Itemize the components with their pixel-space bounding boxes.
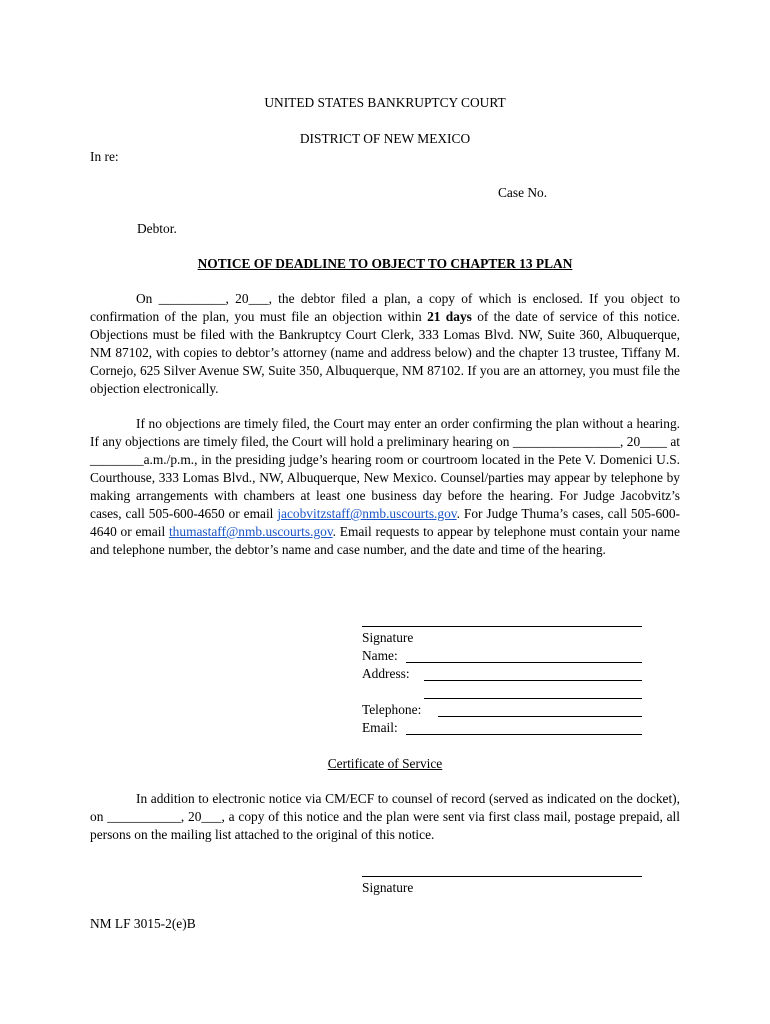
address-label: Address: (362, 666, 410, 681)
para2-text-b: . For Judge Thuma’s cases, call 505-600-4640 or email (90, 506, 680, 539)
para1-text-b: of the date of service of this notice. Objections must be filed with the Bankruptcy Court Clerk, 333 Lomas Blvd. NW, Suite 360, Albuquerque, NM 87102, with copies to debtor’s attorney (name and address below) and the chapter 13 trustee, Tiffany M. Cornejo, 625 Silver Avenue SW, Suite 350, Albuquerque, NM 87102. If you are an attorney, you must file the objection electronically. (90, 309, 680, 396)
name-label: Name: (362, 648, 398, 663)
address-line-1 (424, 680, 642, 681)
signature-line (362, 626, 642, 627)
para1-deadline: 21 days (427, 309, 472, 324)
certificate-title: Certificate of Service (327, 756, 443, 771)
hearing-paragraph (90, 415, 680, 559)
form-number: NM LF 3015-2(e)B (90, 916, 196, 931)
objection-paragraph (90, 290, 680, 398)
thuma-email-link[interactable]: thumastaff@nmb.uscourts.gov (168, 524, 333, 539)
para2-text-a: If no objections are timely filed, the Court may enter an order confirming the plan without a hearing. If any objections are timely filed, the Court will hold a preliminary hearing on ________________, 20____ at ________a.m./p.m., in the presiding judge’s hearing room or courtroom located in the Pete V. Domenici U.S. Courthouse, 333 Lomas Blvd., NW, Albuquerque, New Mexico. Counsel/parties may appear by telephone by making arrangements with chambers at least one business day before the hearing. For Judge Jacobvitz’s cases, call 505-600-4650 or email (90, 416, 680, 521)
email-label: Email: (362, 720, 398, 735)
certificate-signature-line (362, 876, 642, 877)
email-line (406, 734, 642, 735)
certificate-paragraph (90, 790, 680, 844)
certificate-text: In addition to electronic notice via CM/ECF to counsel of record (served as indicated on the docket), on ___________, 20___, a copy of this notice and the plan were sent via first class mail, postage prepaid, all persons on the mailing list attached to the original of this notice. (90, 791, 680, 842)
para1-text-a: On __________, 20___, the debtor filed a plan, a copy of which is enclosed. If you object to confirmation of the plan, you must file an objection within (90, 291, 680, 324)
telephone-label: Telephone: (362, 702, 422, 717)
name-line (406, 662, 642, 663)
debtor-label: Debtor. (137, 221, 177, 236)
notice-title: NOTICE OF DEADLINE TO OBJECT TO CHAPTER 13 PLAN (197, 256, 573, 271)
court-name: UNITED STATES BANKRUPTCY COURT (264, 95, 506, 110)
signature-label: Signature (362, 630, 414, 645)
in-re-label: In re: (90, 149, 119, 164)
district-name: DISTRICT OF NEW MEXICO (299, 131, 471, 146)
telephone-line (438, 716, 642, 717)
para2-text-c: . Email requests to appear by telephone must contain your name and telephone number, the debtor’s name and case number, and the date and time of the hearing. (90, 524, 680, 557)
case-no-label: Case No. (498, 185, 548, 200)
address-line-2 (424, 698, 642, 699)
jacobvitz-email-link[interactable]: jacobvitzstaff@nmb.uscourts.gov (277, 506, 457, 521)
certificate-signature-label: Signature (362, 880, 414, 895)
